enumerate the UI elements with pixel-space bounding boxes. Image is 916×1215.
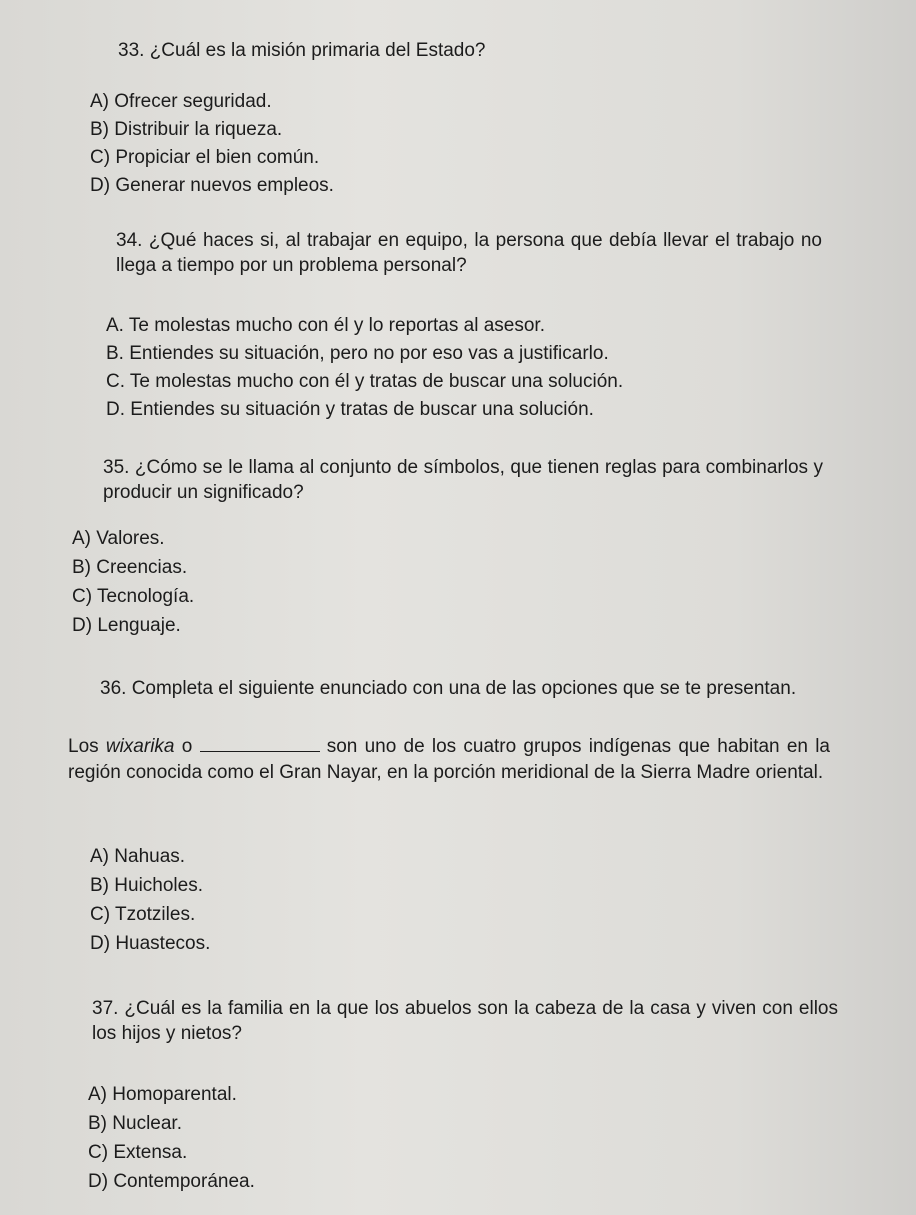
question-36-option-d: D) Huastecos.	[90, 933, 211, 954]
question-36-option-a: A) Nahuas.	[90, 846, 186, 867]
question-36-statement	[68, 734, 830, 786]
question-35-option-a: A) Valores.	[72, 528, 165, 549]
question-37-option-b: B) Nuclear.	[88, 1113, 182, 1134]
question-37-option-a: A) Homoparental.	[88, 1084, 237, 1105]
question-34-option-c: C. Te molestas mucho con él y tratas de buscar una solución.	[106, 371, 624, 392]
question-33-option-d: D) Generar nuevos empleos.	[90, 175, 334, 196]
question-34-option-a: A. Te molestas mucho con él y lo reportas al asesor.	[106, 315, 545, 336]
question-36-title: 36. Completa el siguiente enunciado con una de las opciones que se te presentan.	[100, 678, 797, 699]
question-33-option-b: B) Distribuir la riqueza.	[90, 119, 283, 140]
question-37-option-d: D) Contemporánea.	[88, 1171, 255, 1192]
question-36-option-b: B) Huicholes.	[90, 875, 203, 896]
question-34-option-b: B. Entiendes su situación, pero no por eso vas a justificarlo.	[106, 343, 609, 364]
question-33-option-c: C) Propiciar el bien común.	[90, 147, 320, 168]
question-37-title: 37. ¿Cuál es la familia en la que los abuelos son la cabeza de la casa y viven con ellos los hijos y nietos?	[92, 998, 838, 1044]
answer-blank	[200, 737, 320, 752]
statement-end: son uno de los cuatro grupos indígenas que habitan en la región conocida como el Gran Nayar, en la porción meridional de la Sierra Madre oriental.	[68, 736, 830, 783]
question-34-title: 34. ¿Qué haces si, al trabajar en equipo, la persona que debía llevar el trabajo no llega a tiempo por un problema personal?	[116, 230, 822, 276]
question-34-option-d: D. Entiendes su situación y tratas de buscar una solución.	[106, 399, 594, 420]
question-33-title: 33. ¿Cuál es la misión primaria del Estado?	[118, 40, 486, 61]
question-35-option-b: B) Creencias.	[72, 557, 188, 578]
question-37-option-c: C) Extensa.	[88, 1142, 188, 1163]
question-35-title: 35. ¿Cómo se le llama al conjunto de símbolos, que tienen reglas para combinarlos y producir un significado?	[103, 457, 823, 503]
question-35-option-d: D) Lenguaje.	[72, 615, 181, 636]
question-33-option-a: A) Ofrecer seguridad.	[90, 91, 272, 112]
question-35-option-c: C) Tecnología.	[72, 586, 195, 607]
statement-start: Los wixarika o	[68, 736, 200, 757]
question-36-option-c: C) Tzotziles.	[90, 904, 196, 925]
